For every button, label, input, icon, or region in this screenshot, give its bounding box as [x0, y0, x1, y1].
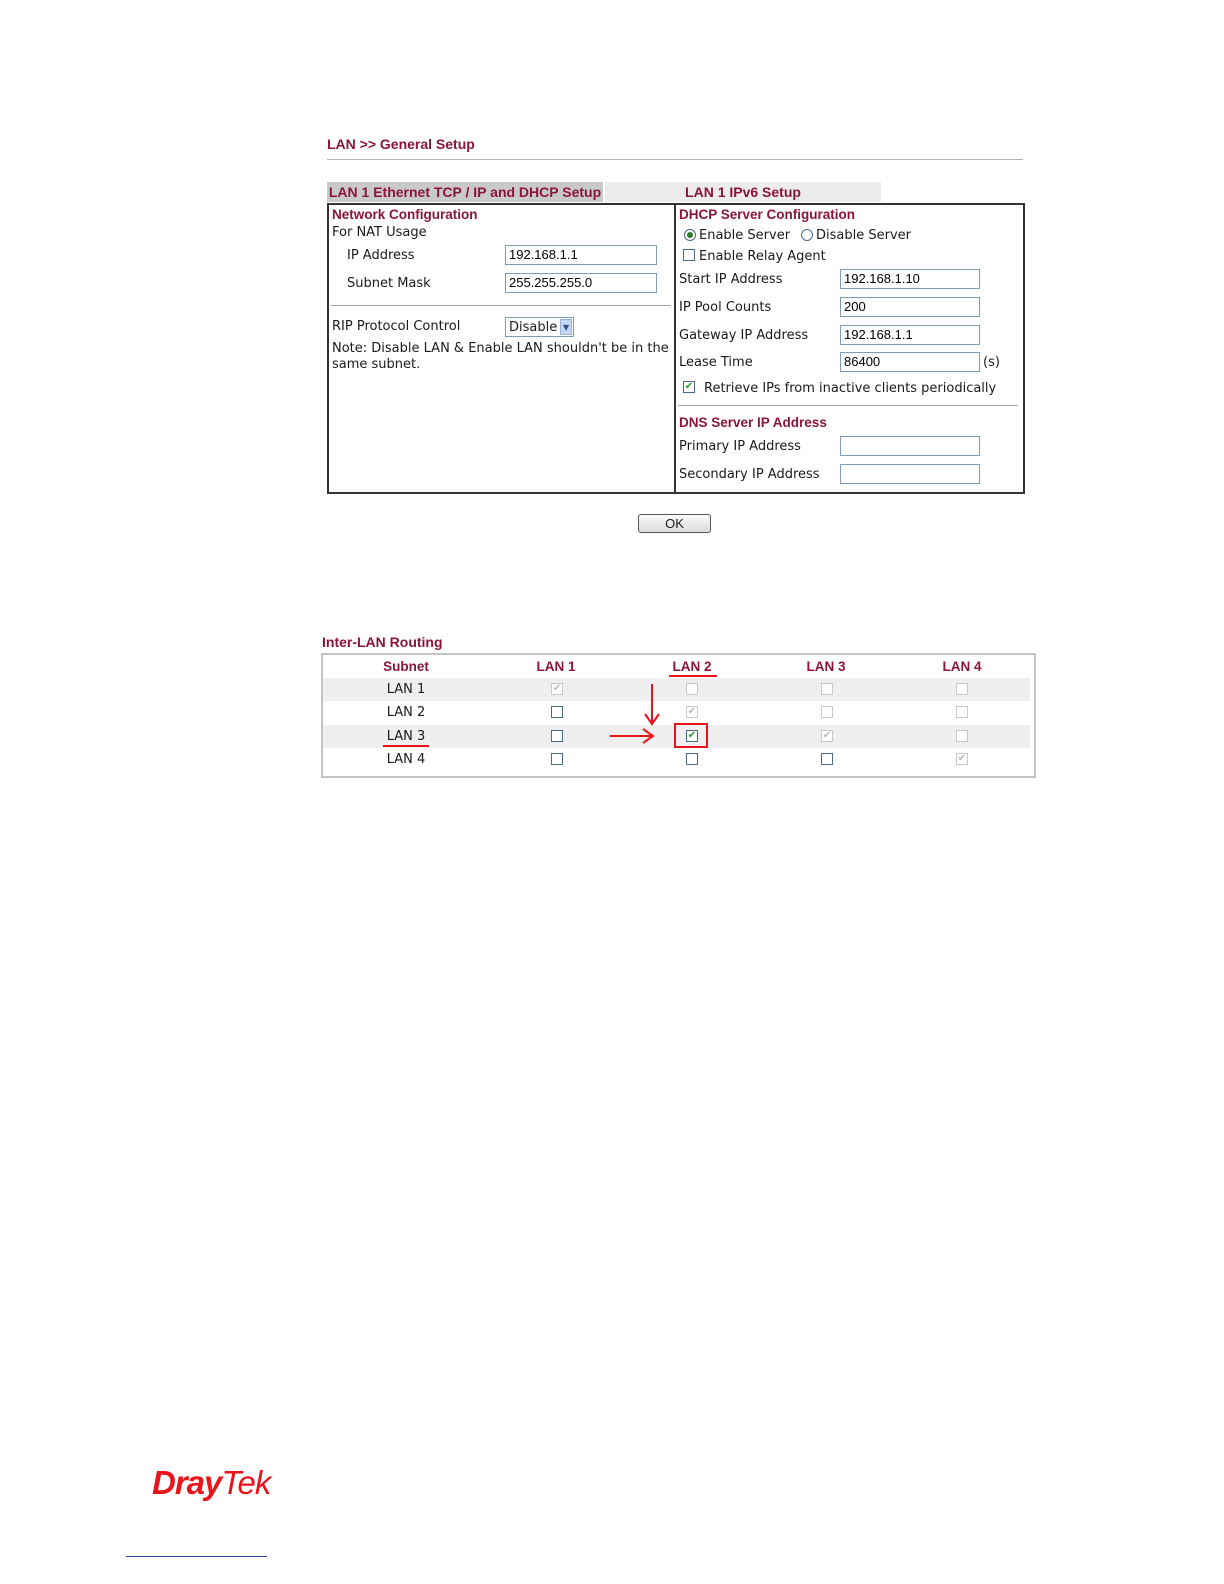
- radio-selected-dot: [687, 232, 693, 238]
- gateway-input[interactable]: 192.168.1.1: [840, 325, 980, 345]
- chevron-down-icon[interactable]: ▼: [560, 319, 572, 335]
- footer-link-underline: [126, 1556, 267, 1557]
- route-lan3-lan3-checkbox: ✔: [822, 730, 832, 741]
- route-lan1-lan4-checkbox: [956, 683, 968, 695]
- rip-protocol-value: Disable: [509, 319, 558, 335]
- annotation-arrow-down-icon: [640, 682, 664, 728]
- row-label-lan1: LAN 1: [386, 682, 426, 697]
- nat-usage-label: For NAT Usage: [332, 225, 427, 240]
- start-ip-label: Start IP Address: [679, 272, 783, 287]
- route-lan1-lan2-checkbox: [686, 683, 698, 695]
- relay-agent-checkbox[interactable]: [683, 249, 695, 261]
- page-title: LAN >> General Setup: [327, 136, 475, 152]
- route-lan3-lan1-checkbox[interactable]: [551, 730, 563, 742]
- tab-lan1-ipv6[interactable]: LAN 1 IPv6 Setup: [605, 182, 881, 202]
- panel-divider: [674, 203, 676, 492]
- route-lan3-lan2-checkbox[interactable]: ✔: [687, 730, 697, 741]
- lease-time-label: Lease Time: [679, 355, 753, 370]
- note-line-2: same subnet.: [332, 357, 421, 372]
- route-lan2-lan1-checkbox[interactable]: [551, 706, 563, 718]
- ok-button[interactable]: OK: [638, 514, 711, 533]
- subnet-mask-input[interactable]: 255.255.255.0: [505, 273, 657, 293]
- annotation-highlight-box: [674, 723, 708, 748]
- retrieve-ips-checkbox[interactable]: ✔: [684, 381, 694, 392]
- rip-protocol-label: RIP Protocol Control: [332, 319, 461, 334]
- subnet-header: Subnet: [383, 659, 429, 674]
- pool-counts-label: IP Pool Counts: [679, 300, 772, 315]
- route-lan2-lan3-checkbox: [821, 706, 833, 718]
- enable-server-label: Enable Server: [699, 228, 791, 243]
- enable-server-radio[interactable]: [684, 229, 696, 241]
- row-label-lan3: LAN 3: [386, 729, 426, 744]
- route-lan4-lan1-checkbox[interactable]: [551, 753, 563, 765]
- tab-lan1-ethernet[interactable]: LAN 1 Ethernet TCP / IP and DHCP Setup: [328, 184, 602, 200]
- subnet-mask-label: Subnet Mask: [347, 276, 431, 291]
- route-lan4-lan2-checkbox[interactable]: [686, 753, 698, 765]
- retrieve-ips-label: Retrieve IPs from inactive clients periodically: [704, 381, 997, 396]
- note-line-1: Note: Disable LAN & Enable LAN shouldn't be in the: [332, 341, 669, 356]
- annotation-underline-lan2: [669, 675, 717, 677]
- section-divider: [331, 305, 671, 306]
- start-ip-input[interactable]: 192.168.1.10: [840, 269, 980, 289]
- rip-protocol-select[interactable]: [505, 317, 574, 337]
- route-lan1-lan1-checkbox: ✔: [552, 683, 562, 694]
- route-lan4-lan4-checkbox: ✔: [957, 753, 967, 764]
- row-label-lan2: LAN 2: [386, 705, 426, 720]
- inter-lan-routing-title: Inter-LAN Routing: [322, 634, 443, 650]
- col-header-lan4: LAN 4: [942, 659, 982, 674]
- disable-server-radio[interactable]: [801, 229, 813, 241]
- col-header-lan3: LAN 3: [806, 659, 846, 674]
- col-header-lan1: LAN 1: [536, 659, 576, 674]
- primary-dns-label: Primary IP Address: [679, 439, 801, 454]
- row-label-lan4: LAN 4: [386, 752, 426, 767]
- col-header-lan2: LAN 2: [672, 659, 712, 674]
- primary-dns-input[interactable]: [840, 436, 980, 456]
- route-lan1-lan3-checkbox: [821, 683, 833, 695]
- title-divider: [327, 159, 1023, 160]
- secondary-dns-label: Secondary IP Address: [679, 467, 820, 482]
- ip-address-label: IP Address: [347, 248, 415, 263]
- lease-unit-label: (s): [983, 355, 1000, 370]
- annotation-arrow-right-icon: [608, 726, 656, 746]
- route-lan3-lan4-checkbox: [956, 730, 968, 742]
- logo-text-dray: Dray: [152, 1464, 222, 1501]
- route-lan2-lan2-checkbox: ✔: [687, 706, 697, 717]
- pool-counts-input[interactable]: 200: [840, 297, 980, 317]
- disable-server-label: Disable Server: [816, 228, 911, 243]
- network-config-heading: Network Configuration: [332, 207, 478, 222]
- draytek-logo: [152, 1464, 270, 1502]
- secondary-dns-input[interactable]: [840, 464, 980, 484]
- gateway-label: Gateway IP Address: [679, 328, 809, 343]
- relay-agent-label: Enable Relay Agent: [699, 249, 826, 264]
- logo-text-tek: Tek: [221, 1464, 271, 1501]
- dns-divider: [678, 405, 1018, 406]
- lease-time-input[interactable]: 86400: [840, 352, 980, 372]
- route-lan2-lan4-checkbox: [956, 706, 968, 718]
- dns-heading: DNS Server IP Address: [679, 415, 827, 430]
- ip-address-input[interactable]: 192.168.1.1: [505, 245, 657, 265]
- annotation-underline-lan3: [383, 745, 429, 747]
- dhcp-config-heading: DHCP Server Configuration: [679, 207, 856, 222]
- route-lan4-lan3-checkbox[interactable]: [821, 753, 833, 765]
